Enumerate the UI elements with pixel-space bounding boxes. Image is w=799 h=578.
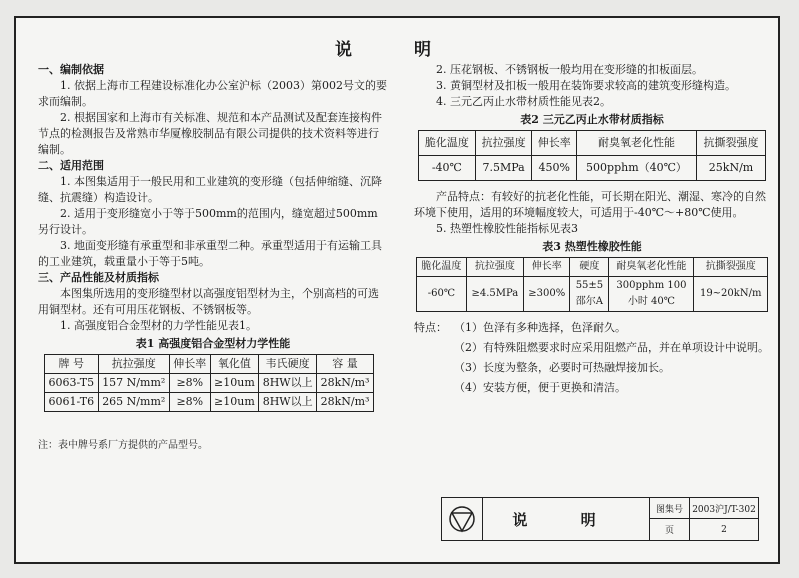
paragraph: 2. 根据国家和上海市有关标准、规范和本产品测试及配套连接构件节点的检测报告及常熟市华厦橡胶制品有限公司提供的技术资料等进行编制。 bbox=[38, 111, 382, 156]
list-item bbox=[414, 320, 770, 336]
table-row bbox=[45, 393, 374, 412]
table-row bbox=[45, 374, 374, 393]
title-block bbox=[441, 497, 759, 541]
section-heading: 二、适用范围 bbox=[38, 159, 104, 172]
table1-header: 牌 号 bbox=[45, 355, 99, 374]
table2-header: 耐臭氧老化性能 bbox=[576, 131, 696, 156]
table1-cell: 8HW以上 bbox=[259, 393, 317, 412]
section-heading: 三、产品性能及材质指标 bbox=[38, 271, 159, 284]
table1-header: 韦氏硬度 bbox=[259, 355, 317, 374]
table3-header: 伸长率 bbox=[524, 258, 570, 277]
paragraph: 3. 黄铜型材及扣板一般用在装饰要求较高的建筑变形缝构造。 bbox=[436, 79, 736, 92]
table2-cell: 500pphm（40℃） bbox=[576, 156, 696, 181]
table1-cell: 265 N/mm² bbox=[98, 393, 169, 412]
table1-cell: 28kN/m³ bbox=[317, 393, 374, 412]
paragraph: 1. 高强度铝合金型材的力学性能见表1。 bbox=[60, 319, 257, 332]
table1-cell: 8HW以上 bbox=[259, 374, 317, 393]
table2-cell: -40℃ bbox=[419, 156, 476, 181]
table-note: 注：表中牌号系厂方提供的产品型号。 bbox=[38, 440, 208, 451]
table2-caption: 表2 三元乙丙止水带材质指标 bbox=[520, 113, 664, 126]
features-list bbox=[414, 320, 770, 396]
table1-cell: ≥10um bbox=[210, 393, 259, 412]
table3-header: 硬度 bbox=[570, 258, 609, 277]
feature-text: （1）色泽有多种选择，色泽耐久。 bbox=[454, 321, 626, 334]
table1-header: 抗拉强度 bbox=[98, 355, 169, 374]
table-row bbox=[417, 277, 768, 312]
list-item bbox=[414, 380, 770, 396]
paragraph: 3. 地面变形缝有承重型和非承重型二种。承重型适用于有运输工具的工业建筑，载重量小于等于5吨。 bbox=[38, 239, 382, 268]
paragraph: 5. 热塑性橡胶性能指标见表3 bbox=[436, 222, 578, 235]
left-column bbox=[38, 62, 388, 454]
feature-text: （2）有特殊阻燃要求时应采用阻燃产品，并在单项设计中说明。 bbox=[454, 341, 769, 354]
feature-text: （4）安装方便，便于更换和清洁。 bbox=[454, 381, 626, 394]
table1-cell: ≥8% bbox=[169, 374, 210, 393]
table3-header: 抗拉强度 bbox=[466, 258, 523, 277]
atlas-label: 图集号 bbox=[650, 498, 690, 519]
table2 bbox=[418, 130, 766, 181]
page-number: 2 bbox=[721, 524, 727, 535]
table-row bbox=[419, 156, 766, 181]
table2-cell: 450% bbox=[532, 156, 577, 181]
table1 bbox=[44, 354, 374, 412]
paragraph: 本图集所选用的变形缝型材以高强度铝型材为主，个别高档的可选用铜型材。还有可用压花钢板、不锈钢板等。 bbox=[38, 287, 379, 316]
table1-cell: 6063-T5 bbox=[45, 374, 99, 393]
table3-caption: 表3 热塑性橡胶性能 bbox=[542, 240, 642, 253]
table3-cell: 19~20kN/m bbox=[694, 277, 768, 312]
page-label: 页 bbox=[650, 519, 690, 540]
drawing-sheet bbox=[14, 16, 780, 564]
table3-cell: ≥300% bbox=[524, 277, 570, 312]
table2-header: 抗拉强度 bbox=[475, 131, 532, 156]
paragraph: 1. 本图集适用于一般民用和工业建筑的变形缝（包括伸缩缝、沉降缝、抗震缝）构造设计。 bbox=[38, 175, 382, 204]
paragraph: 2. 适用于变形缝宽小于等于500mm的范围内，缝宽超过500mm另行设计。 bbox=[38, 207, 378, 236]
table3 bbox=[416, 257, 768, 312]
right-column bbox=[414, 62, 770, 400]
table1-header: 容 量 bbox=[317, 355, 374, 374]
table1-cell: ≥8% bbox=[169, 393, 210, 412]
table2-header: 伸长率 bbox=[532, 131, 577, 156]
table3-cell: ≥4.5MPa bbox=[466, 277, 523, 312]
table2-cell: 7.5MPa bbox=[475, 156, 532, 181]
table3-header: 脆化温度 bbox=[417, 258, 467, 277]
atlas-number: 2003沪J/T-302 bbox=[690, 498, 758, 519]
list-item bbox=[414, 360, 770, 376]
title-block-name: 说 明 bbox=[512, 510, 620, 529]
table2-header: 抗撕裂强度 bbox=[697, 131, 766, 156]
table1-cell: ≥10um bbox=[210, 374, 259, 393]
table3-header: 抗撕裂强度 bbox=[694, 258, 768, 277]
table3-header: 耐臭氧老化性能 bbox=[609, 258, 694, 277]
table1-header: 氧化值 bbox=[210, 355, 259, 374]
paragraph: 产品特点：有较好的抗老化性能，可长期在阳光、潮湿、寒冷的自然环境下使用，适用的环境幅度较大，可适用于-40℃～+80℃使用。 bbox=[414, 190, 766, 219]
table3-cell: 55±5 邵尔A bbox=[570, 277, 609, 312]
table1-cell: 157 N/mm² bbox=[98, 374, 169, 393]
table1-cell: 28kN/m³ bbox=[317, 374, 374, 393]
table1-cell: 6061-T6 bbox=[45, 393, 99, 412]
page-title: 说 明 bbox=[335, 40, 459, 60]
paragraph: 2. 压花钢板、不锈钢板一般均用在变形缝的扣板面层。 bbox=[436, 63, 703, 76]
title-block-meta bbox=[649, 498, 758, 540]
table2-cell: 25kN/m bbox=[697, 156, 766, 181]
list-item bbox=[414, 340, 770, 356]
logo-icon bbox=[442, 498, 483, 540]
table3-cell: -60℃ bbox=[417, 277, 467, 312]
table2-header: 脆化温度 bbox=[419, 131, 476, 156]
feature-text: （3）长度为整条，必要时可热融焊接加长。 bbox=[454, 361, 670, 374]
paragraph: 4. 三元乙丙止水带材质性能见表2。 bbox=[436, 95, 611, 108]
table3-cell: 300pphm 100小时 40℃ bbox=[609, 277, 694, 312]
paragraph: 1. 依据上海市工程建设标准化办公室沪标（2003）第002号文的要求而编制。 bbox=[38, 79, 387, 108]
table1-header: 伸长率 bbox=[169, 355, 210, 374]
table1-caption: 表1 高强度铝合金型材力学性能 bbox=[135, 337, 291, 350]
section-heading: 一、编制依据 bbox=[38, 63, 104, 76]
features-label: 特点： bbox=[414, 321, 447, 334]
